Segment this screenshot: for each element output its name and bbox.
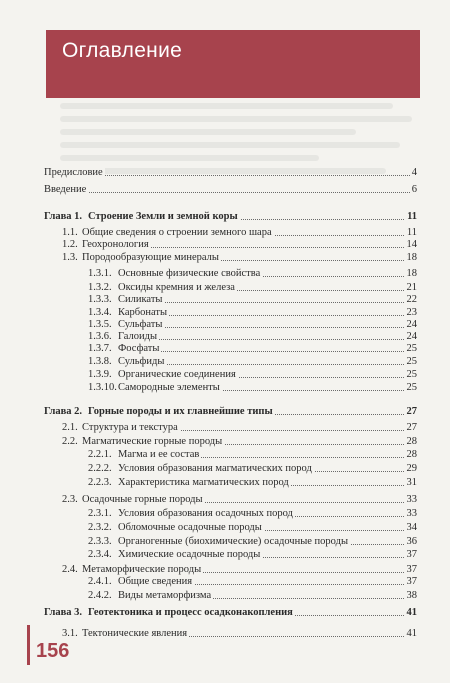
toc-title: Сульфаты — [118, 319, 163, 330]
toc-title: Химические осадочные породы — [118, 549, 261, 560]
toc-page-number: 33 — [406, 508, 417, 519]
toc-entry[interactable] — [0, 355, 450, 369]
toc-page-number: 25 — [406, 382, 417, 393]
toc-number: 1.3.1. — [88, 268, 112, 279]
toc-title: Условия образования магматических пород — [118, 463, 312, 474]
toc-number: 2.1. — [62, 422, 78, 433]
toc-title: Геохронология — [82, 239, 149, 250]
leader-dots — [44, 192, 414, 193]
toc-page-number: 29 — [406, 463, 417, 474]
toc-title: Общие сведения — [118, 576, 193, 587]
footer-accent-bar — [27, 625, 30, 665]
toc-entry[interactable] — [0, 548, 450, 562]
toc-page-number: 27 — [406, 406, 417, 417]
toc-entry[interactable] — [0, 448, 450, 462]
leader-dots — [118, 339, 414, 340]
toc-page-number: 4 — [411, 167, 417, 178]
toc-number: 1.3.10. — [88, 382, 117, 393]
toc-entry[interactable] — [0, 183, 450, 197]
toc-number: 1.3.3. — [88, 294, 112, 305]
toc-page-number: 37 — [406, 576, 417, 587]
toc-title: Самородные элементы — [118, 382, 220, 393]
toc-page-number: 24 — [406, 331, 417, 342]
toc-title: Условия образования осадочных пород — [118, 508, 293, 519]
toc-number: 1.3.8. — [88, 356, 112, 367]
toc-entry[interactable] — [0, 507, 450, 521]
toc-number: 2.2.2. — [88, 463, 112, 474]
toc-title: Органические соединения — [118, 369, 236, 380]
toc-page-number: 21 — [406, 282, 417, 293]
toc-entry[interactable] — [0, 405, 450, 419]
toc-title: Виды метаморфизма — [118, 590, 212, 601]
toc-number: 1.3. — [62, 252, 78, 263]
toc-title: Тектонические явления — [82, 628, 188, 639]
toc-number: 1.1. — [62, 227, 78, 238]
toc-title: Обломочные осадочные породы — [118, 522, 262, 533]
toc-number: 2.2.1. — [88, 449, 112, 460]
toc-number: 1.3.9. — [88, 369, 112, 380]
toc-number: 2.3.1. — [88, 508, 112, 519]
toc-entry[interactable] — [0, 368, 450, 382]
toc-number: 2.3.3. — [88, 536, 112, 547]
leader-dots — [118, 351, 414, 352]
toc-number: Глава 1. — [44, 211, 83, 222]
toc-page-number: 25 — [406, 343, 417, 354]
toc-entry[interactable] — [0, 575, 450, 589]
toc-number: 1.3.5. — [88, 319, 112, 330]
toc-entry[interactable] — [0, 535, 450, 549]
toc-number: Глава 3. — [44, 607, 83, 618]
toc-entry[interactable] — [0, 493, 450, 507]
toc-number: 1.3.2. — [88, 282, 112, 293]
toc-title: Строение Земли и земной коры — [88, 211, 238, 222]
toc-page-number: 38 — [406, 590, 417, 601]
toc-number: 2.4.1. — [88, 576, 112, 587]
toc-number: 2.4. — [62, 564, 78, 575]
toc-entry[interactable] — [0, 267, 450, 281]
toc-entry[interactable] — [0, 521, 450, 535]
toc-title: Оксиды кремния и железа — [118, 282, 235, 293]
toc-entry[interactable] — [0, 238, 450, 252]
toc-title: Основные физические свойства — [118, 268, 261, 279]
toc-page-number: 28 — [406, 449, 417, 460]
toc-number: 2.2.3. — [88, 477, 112, 488]
toc-page-number: 34 — [406, 522, 417, 533]
toc-page-number: 18 — [406, 268, 417, 279]
toc-page-number: 27 — [406, 422, 417, 433]
toc-title: Карбонаты — [118, 307, 168, 318]
toc-title: Сульфиды — [118, 356, 165, 367]
toc-page-number: 18 — [406, 252, 417, 263]
toc-page-number: 37 — [406, 564, 417, 575]
toc-entry[interactable] — [0, 606, 450, 620]
toc-number: 1.3.7. — [88, 343, 112, 354]
toc-title: Органогенные (биохимические) осадочные породы — [118, 536, 349, 547]
toc-number: 2.3.2. — [88, 522, 112, 533]
toc-entry[interactable] — [0, 421, 450, 435]
toc-page-number: 11 — [406, 227, 417, 238]
toc-entry[interactable] — [0, 589, 450, 603]
toc-entry[interactable] — [0, 210, 450, 224]
toc-number: Глава 2. — [44, 406, 83, 417]
toc-title: Структура и текстура — [82, 422, 178, 433]
toc-page-number: 6 — [411, 184, 417, 195]
toc-entry[interactable] — [0, 462, 450, 476]
toc-entry[interactable] — [0, 381, 450, 395]
toc-page-number: 22 — [406, 294, 417, 305]
toc-page-number: 36 — [406, 536, 417, 547]
toc-title: Характеристика магматических пород — [118, 477, 289, 488]
toc-number: 1.3.6. — [88, 331, 112, 342]
page-title: Оглавление — [62, 39, 183, 62]
toc-title: Введение — [44, 184, 87, 195]
toc-page-number: 25 — [406, 356, 417, 367]
toc-page-number: 41 — [406, 607, 417, 618]
toc-title: Общие сведения о строении земного шара — [82, 227, 272, 238]
toc-title: Предисловие — [44, 167, 103, 178]
toc-entry[interactable] — [0, 293, 450, 307]
toc-entry[interactable] — [0, 251, 450, 265]
toc-title: Метаморфические породы — [82, 564, 202, 575]
toc-page-number: 14 — [406, 239, 417, 250]
toc-page-number: 24 — [406, 319, 417, 330]
toc-entry[interactable] — [0, 476, 450, 490]
toc-title: Породообразующие минералы — [82, 252, 219, 263]
toc-number: 2.4.2. — [88, 590, 112, 601]
toc-page-number: 31 — [406, 477, 417, 488]
toc-number: 2.3. — [62, 494, 78, 505]
toc-entry[interactable] — [0, 342, 450, 356]
toc-page-number: 23 — [406, 307, 417, 318]
toc-entry[interactable] — [0, 435, 450, 449]
page-number: 156 — [36, 640, 70, 662]
toc-page-number: 25 — [406, 369, 417, 380]
toc-number: 2.3.4. — [88, 549, 112, 560]
toc-title: Силикаты — [118, 294, 163, 305]
toc-title: Осадочные горные породы — [82, 494, 203, 505]
toc-number: 1.3.4. — [88, 307, 112, 318]
toc-page-number: 41 — [406, 628, 417, 639]
toc-title: Геотектоника и процесс осадконакопления — [88, 607, 293, 618]
toc-title: Магматические горные породы — [82, 436, 223, 447]
toc-title: Горные породы и их главнейшие типы — [88, 406, 273, 417]
toc-title: Магма и ее состав — [118, 449, 200, 460]
toc-page-number: 28 — [406, 436, 417, 447]
toc-entry[interactable] — [0, 627, 450, 641]
toc-title: Галоиды — [118, 331, 158, 342]
toc-entry[interactable] — [0, 166, 450, 180]
toc-page-number: 37 — [406, 549, 417, 560]
toc-number: 2.2. — [62, 436, 78, 447]
toc-number: 1.2. — [62, 239, 78, 250]
toc-title: Фосфаты — [118, 343, 160, 354]
toc-page-number: 33 — [406, 494, 417, 505]
toc-page-number: 11 — [407, 211, 417, 222]
toc-number: 3.1. — [62, 628, 78, 639]
